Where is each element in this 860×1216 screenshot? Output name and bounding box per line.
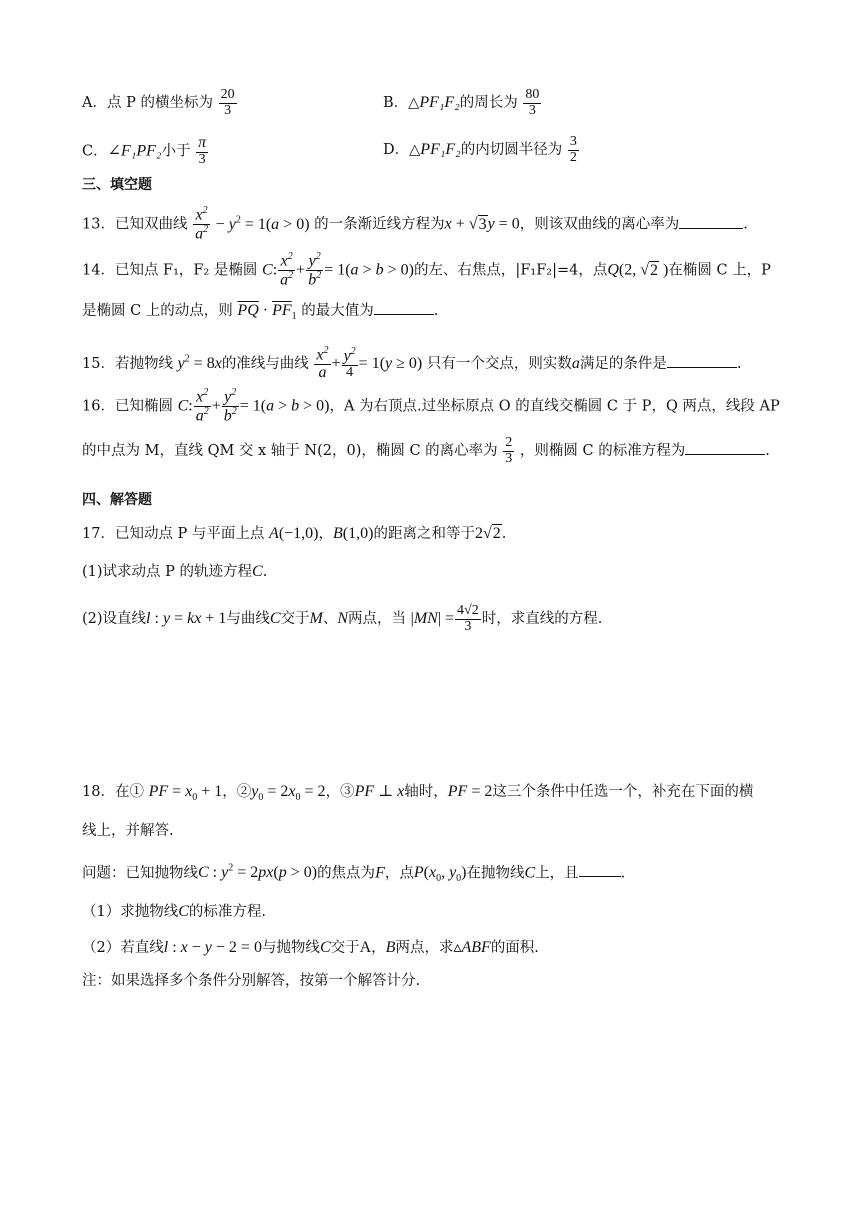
option-b: B．△PF₁F₂的周长为 $\frac{80}{3}$ — [383, 87, 540, 118]
answer-blank[interactable] — [667, 355, 737, 368]
section-heading-solve: 四、解答题 — [82, 492, 152, 508]
question-16-line2: 的中点为 M，直线 QM 交 x 轴于 N(2，0)，椭圆 C 的离心率为 $\frac{2}{3}$ ，则椭圆 C 的标准方程为 . — [82, 435, 770, 466]
fraction: $\frac{3}{2}$ — [569, 134, 577, 165]
fraction: $\frac{\pi}{3}$ — [198, 134, 207, 167]
option-a: A．点 P 的横坐标为 $\frac{20}{3}$ — [82, 87, 235, 118]
answer-blank[interactable] — [685, 442, 765, 455]
question-18: 18．在① PF = $x_0 + 1$，$②y_0 = 2x_0 = 2$，③PF ⊥ x轴时，PF = 2这三个条件中任选一个，补充在下面的横 — [82, 783, 754, 804]
answer-blank[interactable] — [579, 864, 621, 877]
question-17-part2: (2)设直线l : y = kx + 1与曲线C交于M、N两点，当 |MN| = $\frac{4√2}{3}$ 时，求直线的方程. — [82, 603, 603, 634]
option-d: D．△PF₁F₂的内切圆半径为 $\frac{3}{2}$ — [383, 134, 577, 165]
answer-blank[interactable] — [374, 302, 434, 315]
question-18-line2: 线上，并解答. — [82, 823, 174, 839]
section-heading-fill: 三、填空题 — [82, 177, 152, 193]
question-18-part2: （2）若直线l : x − y − 2 = 0与抛物线C交于A，B两点，求▵ABF的面积. — [82, 939, 539, 956]
answer-blank[interactable] — [679, 216, 743, 229]
question-18-part1: （1）求抛物线C的标准方程. — [82, 903, 267, 920]
question-18-problem: 问题：已知抛物线C : $y^2 = 2px(p > 0)$的焦点为F，点$P(x_0$, $y_0$)在抛物线C上，且 . — [82, 863, 626, 885]
question-13: 13．已知双曲线 $\frac{x^2}{a^2}$ − $y^2 = 1(a > 0)$ 的一条渐近线方程为x + √3y = 0，则该双曲线的离心率为 . — [82, 205, 748, 243]
option-c: C．∠F₁PF₂小于 $\frac{\pi}{3}$ — [82, 134, 207, 167]
question-15: 15．若抛物线 $y^2 = 8x$的准线与曲线 $\frac{x^2}{a}$ + $\frac{y^2}{4}$ = 1(y ≥ 0) 只有一个交点，则实数a满足的条件是 . — [82, 345, 742, 382]
question-18-note: 注：如果选择多个条件分别解答，按第一个解答计分. — [82, 973, 421, 989]
question-17-part1: (1)试求动点 P 的轨迹方程C. — [82, 563, 268, 580]
fraction: $\frac{80}{3}$ — [525, 87, 540, 118]
question-17: 17．已知动点 P 与平面上点 A(−1,0)，B(1,0)的距离之和等于2√2. — [82, 525, 507, 542]
question-16: 16．已知椭圆 C: $\frac{x^2}{a^2}$ + $\frac{y^2}{b^2}$ = 1(a > b > 0)，A 为右顶点.过坐标原点 O 的直线交椭圆 C 于 P，Q 两点，线段 AP — [82, 387, 780, 425]
question-14: 14．已知点 F₁，F₂ 是椭圆 C: $\frac{x^2}{a^2}$ + $\frac{y^2}{b^2}$ = 1(a > b > 0)的左、右焦点，|F₁F₂|=4，点Q(2, √2 )在椭圆 C 上，P — [82, 251, 771, 289]
question-14-line2: 是椭圆 C 上的动点，则 $\overline{PQ} \cdot \overline{PF}_1$ 的最大值为 . — [82, 302, 439, 323]
fraction: $\frac{20}{3}$ — [220, 87, 235, 118]
